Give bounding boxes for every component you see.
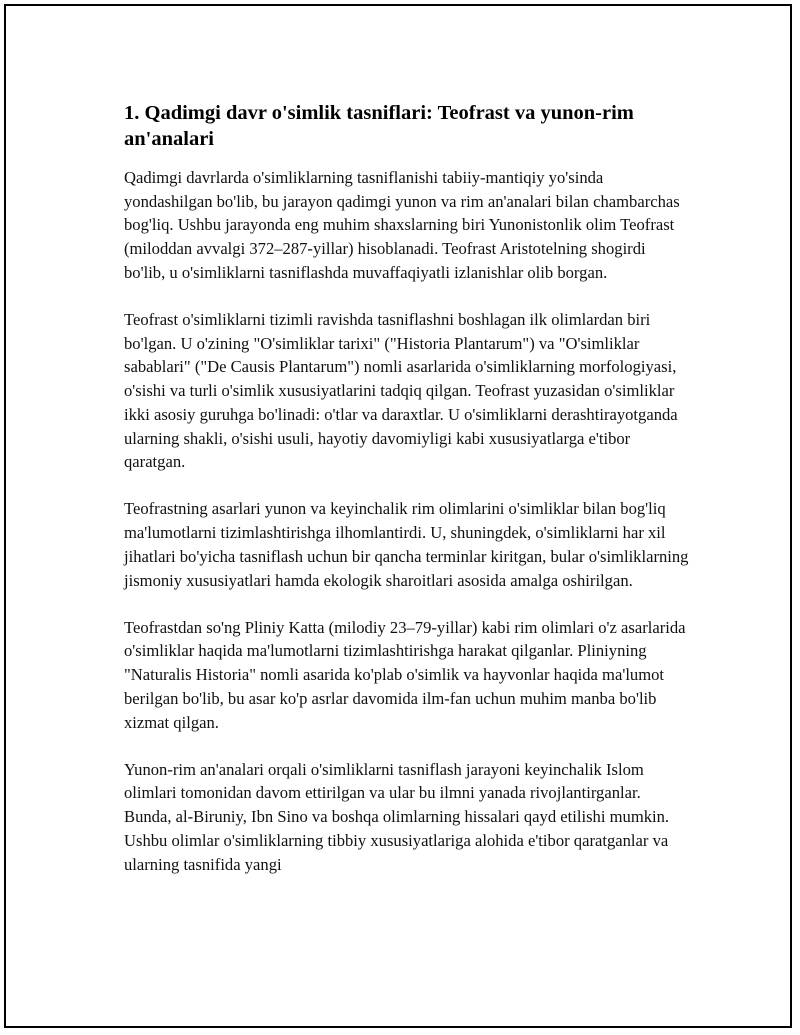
section-heading: 1. Qadimgi davr o'simlik tasniflari: Teofrast va yunon-rim an'analari bbox=[124, 102, 634, 150]
paragraph-4: Teofrastdan so'ng Pliniy Katta (milodiy 23–79-yillar) kabi rim olimlari o'z asarlarida o'simliklar haqida ma'lumotlarni tizimlashtirishga harakat qilganlar. Pliniyning "Naturalis Historia" nomli asarida ko'plab o'simlik va hayvonlar haqida ma'lumot berilgan bo'lib, bu asar ko'p asrlar davomida ilm-fan uchun muhim manba bo'lib xizmat qilgan. bbox=[124, 617, 686, 732]
paragraph-2: Teofrast o'simliklarni tizimli ravishda tasniflashni boshlagan ilk olimlardan biri bo'lgan. U o'zining "O'simliklar tarixi" ("Historia Plantarum") va "O'simliklar sabablari" ("De Causis Plantarum") nomli asarlarida o'simliklarning morfologiyasi, o'sishi va turli o'simlik xususiyatlarini tadqiq qilgan. Teofrast yuzasidan o'simliklar ikki asosiy guruhga bo'linadi: o'tlar va daraxtlar. U o'simliklarni derashtirayotganda ularning shakli, o'sishi usuli, hayotiy davomiyligi kabi xususiyatlarga e'tibor qaratgan. bbox=[124, 310, 678, 472]
page-frame bbox=[4, 4, 792, 1028]
paragraph-1: Qadimgi davrlarda o'simliklarning tasniflanishi tabiiy-mantiqiy yo'sinda yondashilgan bo'lib, bu jarayon qadimgi yunon va rim an'analari bilan chambarchas bog'liq. Ushbu jarayonda eng muhim shaxslarning biri Yunonistonlik olim Teofrast (miloddan avvalgi 372–287-yillar) hisoblanadi. Teofrast Aristotelning shogirdi bo'lib, u o'simliklarni tasniflashda muvaffaqiyatli izlanishlar olib borgan. bbox=[124, 168, 680, 282]
paragraph-5: Yunon-rim an'analari orqali o'simliklarni tasniflash jarayoni keyinchalik Islom olimlari tomonidan davom ettirilgan va ular bu ilmni yanada rivojlantirganlar. Bunda, al-Biruniy, Ibn Sino va boshqa olimlarning hissalari qayd etilishi mumkin. Ushbu olimlar o'simliklarning tibbiy xususiyatlariga alohida e'tibor qaratganlar va ularning tasnifida yangi bbox=[124, 759, 670, 874]
paragraph-3: Teofrastning asarlari yunon va keyinchalik rim olimlarini o'simliklar bilan bog'liq ma'lumotlarni tizimlashtirishga ilhomlantirdi. U, shuningdek, o'simliklarni har xil jihatlari bo'yicha tasniflash uchun bir qancha terminlar kiritgan, bular o'simliklarning jismoniy xususiyatlari hamda ekologik sharoitlari asosida amalga oshirilgan. bbox=[124, 499, 689, 590]
document-body bbox=[124, 100, 690, 900]
